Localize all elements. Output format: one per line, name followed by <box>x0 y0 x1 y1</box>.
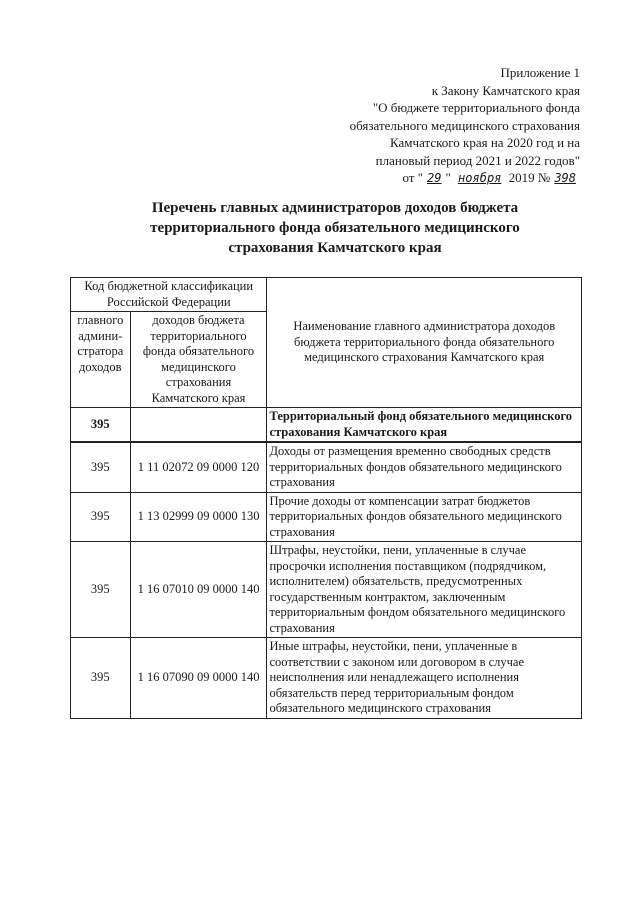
name-cell: Штрафы, неустойки, пени, уплаченные в случае просрочки исполнения поставщиком (подрядчиком, исполнителем) обязательств, предусмотренных государственным контрактом, заключенным территориальным фондом обязательного медицинского страхования <box>267 542 582 638</box>
table-row <box>71 638 582 719</box>
name-cell: Иные штрафы, неустойки, пени, уплаченные в соответствии с законом или договором в случае неисполнения или ненадлежащего исполнения обязательств перед территориальным фондом обязательного медицинского страхования <box>267 638 582 719</box>
income-code-cell: 1 11 02072 09 0000 120 <box>130 442 267 492</box>
annex-block <box>280 64 580 188</box>
table-row <box>71 408 582 443</box>
income-code-cell: 1 13 02999 09 0000 130 <box>130 492 267 542</box>
header-admin-code: главного админи-стратора доходов <box>71 312 131 408</box>
date-month: ноября <box>458 171 502 185</box>
document-title <box>100 198 570 258</box>
annex-line: плановый период 2021 и 2022 годов" <box>375 152 580 168</box>
annex-line: "О бюджете территориального фонда <box>372 100 580 115</box>
table-row <box>71 442 582 492</box>
header-name: Наименование главного администратора доходов бюджета территориального фонда обязательного медицинского страхования Камчатского края <box>267 278 582 408</box>
annex-line: Камчатского края на 2020 год и на <box>390 135 580 150</box>
title-line: территориального фонда обязательного медицинского <box>150 220 520 236</box>
admin-code-cell: 395 <box>71 442 131 492</box>
administrators-table <box>70 277 582 719</box>
name-cell: Прочие доходы от компенсации затрат бюджетов территориальных фондов обязательного медицинского страхования <box>267 492 582 542</box>
admin-code-cell: 395 <box>71 542 131 638</box>
date-sep: " <box>445 170 451 185</box>
header-code-group: Код бюджетной классификации Российской Федерации <box>71 278 267 312</box>
table-row <box>71 542 582 638</box>
name-cell: Территориальный фонд обязательного медицинского страхования Камчатского края <box>267 408 582 443</box>
date-prefix: от " <box>402 170 424 185</box>
income-code-cell: 1 16 07010 09 0000 140 <box>130 542 267 638</box>
income-code-cell: 1 16 07090 09 0000 140 <box>130 638 267 719</box>
annex-line: Приложение 1 <box>500 65 580 80</box>
admin-code-cell: 395 <box>71 492 131 542</box>
date-day: 29 <box>427 171 442 185</box>
title-line: Перечень главных администраторов доходов бюджета <box>151 200 519 216</box>
header-income-code: доходов бюджета территориального фонда обязательного медицинского страхования Камчатского края <box>130 312 267 408</box>
admin-code-cell: 395 <box>71 638 131 719</box>
annex-line: обязательного медицинского страхования <box>349 117 580 133</box>
date-year: 2019 <box>508 170 535 185</box>
annex-line: к Закону Камчатского края <box>431 82 580 98</box>
law-number: 398 <box>554 171 576 185</box>
header-row <box>71 278 582 312</box>
admin-code-cell: 395 <box>71 408 131 443</box>
name-cell: Доходы от размещения временно свободных средств территориальных фондов обязательного медицинского страхования <box>267 442 582 492</box>
income-code-cell <box>130 408 267 443</box>
number-label: № <box>537 170 551 185</box>
title-line: страхования Камчатского края <box>228 240 442 256</box>
table-row <box>71 492 582 542</box>
annex-date-line <box>280 169 580 188</box>
